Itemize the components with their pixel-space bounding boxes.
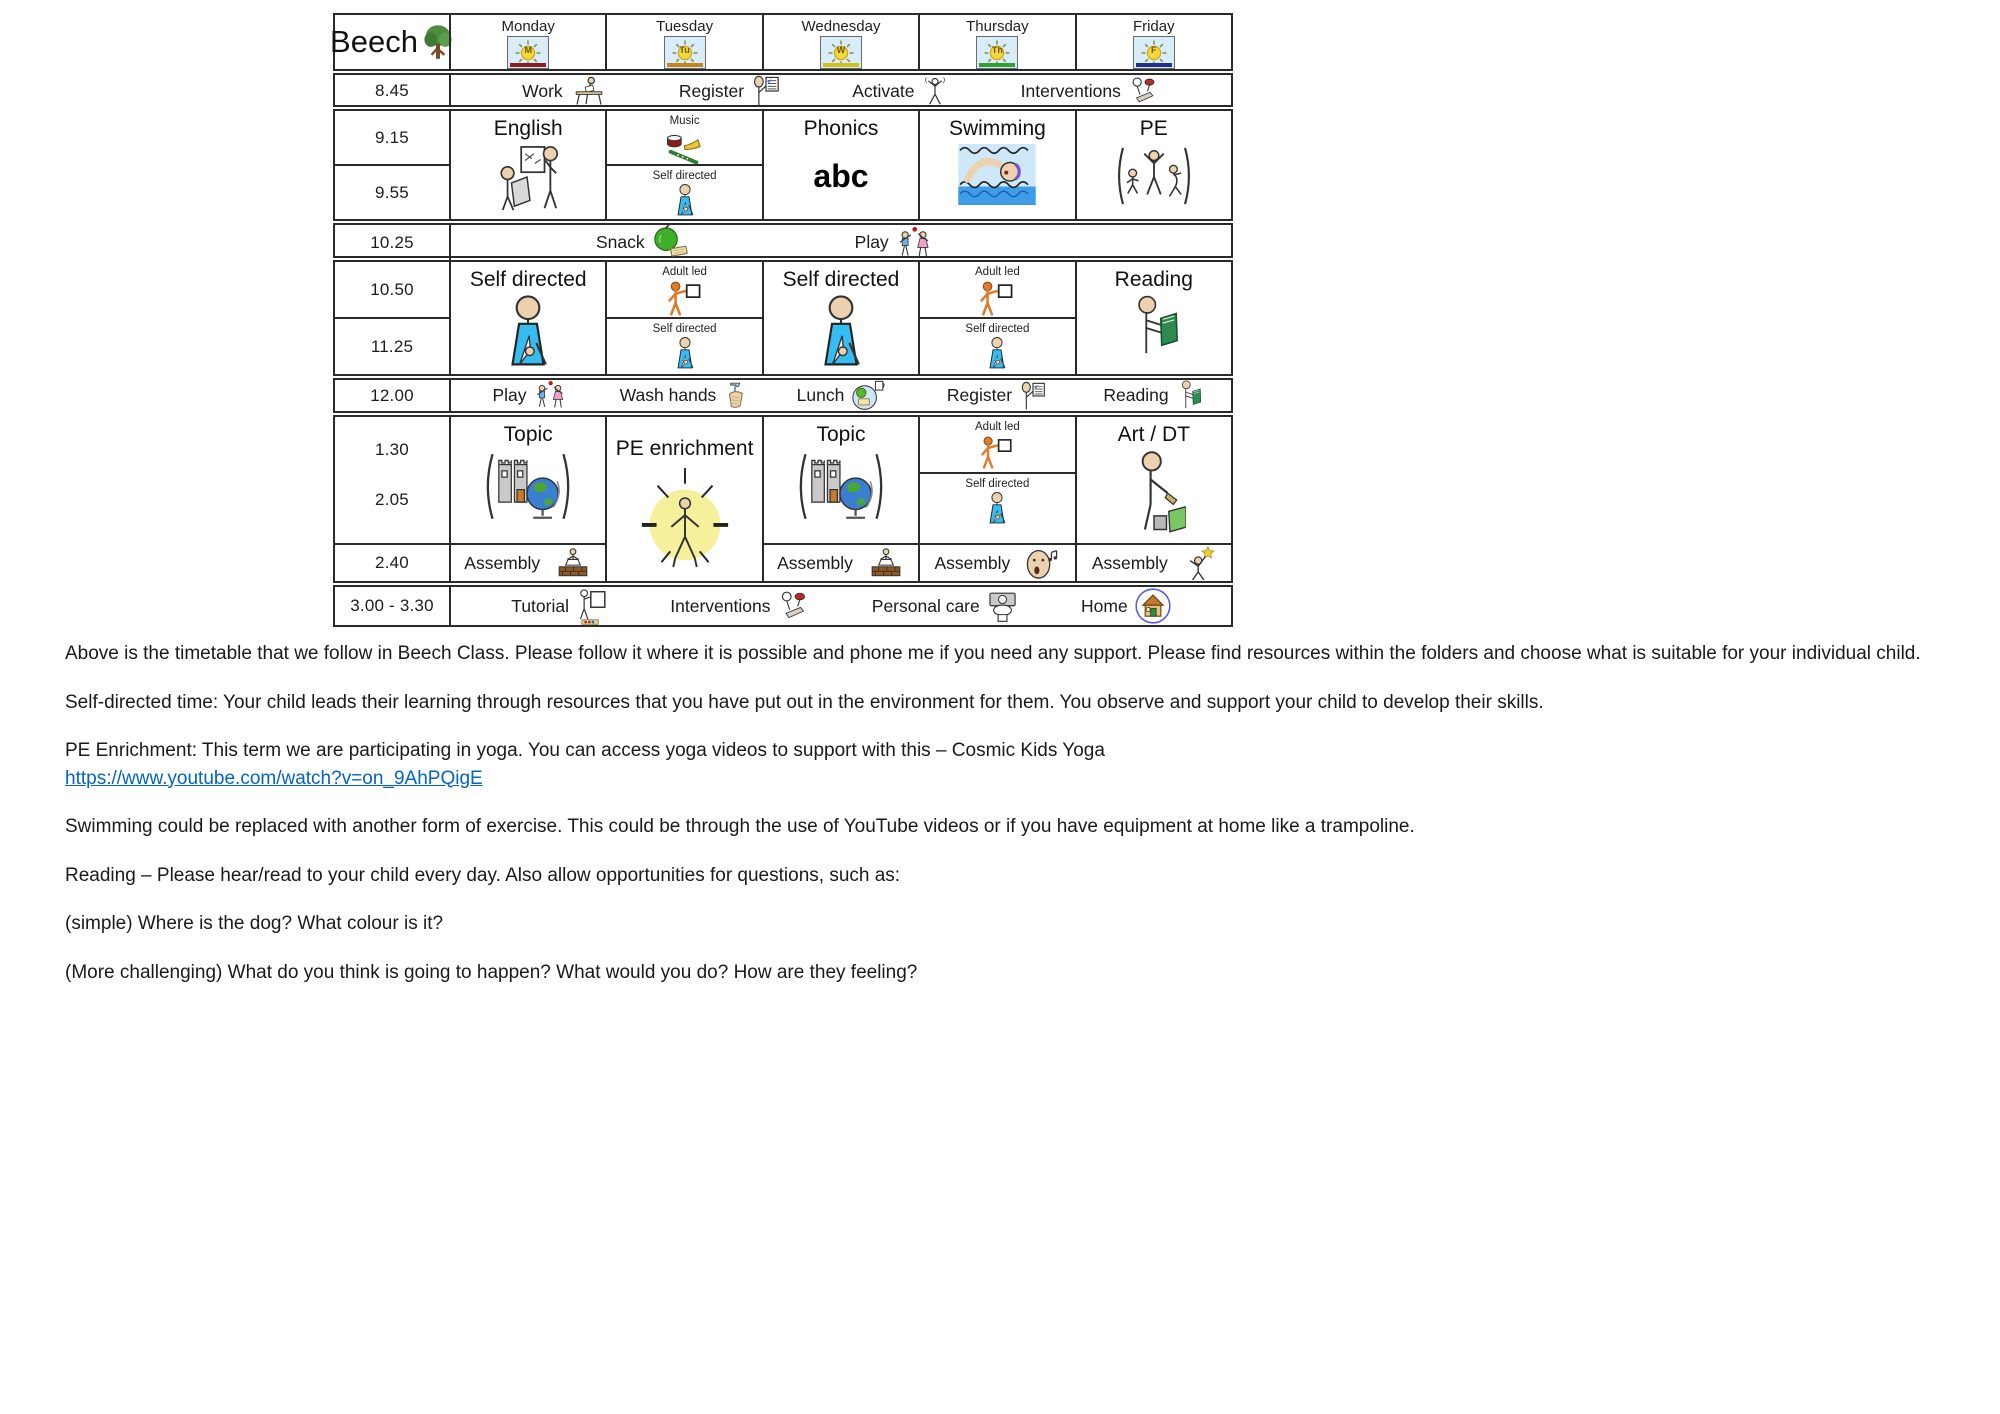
cell-monday-assembly: Assembly xyxy=(449,543,605,581)
assembly-star-icon xyxy=(1182,546,1216,580)
time-300-330: 3.00 - 3.30 xyxy=(350,596,434,615)
row-300-330 xyxy=(333,585,1233,627)
activity-snack: Snack xyxy=(596,225,690,260)
monday-calendar-icon: M xyxy=(507,36,549,69)
children-playing-icon xyxy=(534,380,566,411)
row-130-240 xyxy=(333,415,1233,583)
register-icon xyxy=(751,75,781,107)
row-1200-activities xyxy=(449,380,1231,411)
adult-led-icon xyxy=(664,280,706,316)
self-directed-child-icon xyxy=(497,295,559,367)
cell-friday-art-dt: Art / DT xyxy=(1075,417,1231,543)
activity-home: Home xyxy=(1081,588,1171,624)
tutorial-whiteboard-icon xyxy=(576,588,610,625)
activity-lunch: Lunch xyxy=(797,380,886,411)
row-1050-1125 xyxy=(333,260,1233,376)
day-name: Friday xyxy=(1132,18,1175,35)
activity-register: Register xyxy=(679,75,781,107)
paragraph-swimming: Swimming could be replaced with another form of exercise. This could be through the use of YouTube videos or if you have equipment at home like a trampoline. xyxy=(65,816,1415,838)
activity-reading: Reading xyxy=(1103,380,1202,411)
cell-monday-self-directed: Self directed xyxy=(449,262,605,374)
activity-activate: Activate xyxy=(852,76,949,107)
assembly-singing-icon xyxy=(1024,547,1060,580)
yoga-glow-icon xyxy=(636,464,734,578)
activity-interventions: Interventions xyxy=(1021,76,1160,106)
day-name: Wednesday xyxy=(801,18,881,35)
cell-monday-english: English xyxy=(449,111,605,219)
paragraph-question-simple: (simple) Where is the dog? What colour is it? xyxy=(65,913,444,935)
cell-wednesday-phonics: Phonics abc xyxy=(762,111,918,219)
cell-wednesday-assembly: Assembly xyxy=(762,543,918,581)
cell-thursday-swimming: Swimming xyxy=(918,111,1074,219)
cell-thursday-assembly: Assembly xyxy=(918,543,1074,581)
cell-friday-reading: Reading xyxy=(1075,262,1231,374)
pe-enrichment-text: PE Enrichment: This term we are participating in yoga. You can access yoga videos to support with this – Cosmic Kids Yoga xyxy=(65,740,1105,762)
row-300-activities xyxy=(449,587,1231,625)
time-1200: 12.00 xyxy=(370,385,414,405)
cell-monday-topic: Topic xyxy=(449,417,605,543)
work-desk-icon xyxy=(570,76,608,106)
self-directed-child-icon xyxy=(810,295,872,367)
art-painting-icon xyxy=(1122,450,1186,534)
time-1125: 11.25 xyxy=(370,336,414,356)
self-directed-child-icon xyxy=(671,337,699,369)
paragraph-timetable-intro: Above is the timetable that we follow in Beech Class. Please follow it where it is possible and phone me if you need any support. Please find resources within the folders and choose what is suitable for your individual child. xyxy=(65,643,1921,664)
day-name: Monday xyxy=(501,18,555,35)
day-header-wednesday xyxy=(762,15,918,69)
activity-personal-care: Personal care xyxy=(872,590,1021,623)
topic-castle-globe-icon xyxy=(795,450,887,523)
row-1200 xyxy=(333,378,1233,413)
row-1025 xyxy=(333,223,1233,258)
time-130-205 xyxy=(335,417,449,543)
time-205: 2.05 xyxy=(375,490,409,509)
timetable-header-row xyxy=(330,13,1233,71)
adult-led-icon xyxy=(977,435,1017,469)
home-house-icon xyxy=(1135,588,1171,624)
timetable xyxy=(330,13,1233,627)
activity-interventions: Interventions xyxy=(670,590,811,622)
cell-tuesday-self-directed: Self directed xyxy=(605,166,761,219)
time-955: 9.55 xyxy=(375,182,409,202)
friday-calendar-icon: F xyxy=(1133,36,1175,69)
tuesday-calendar-icon: Tu xyxy=(664,36,706,69)
lunch-plate-icon xyxy=(851,380,885,411)
row-1025-activities xyxy=(449,225,1231,260)
self-directed-child-icon xyxy=(671,184,699,216)
class-title-cell xyxy=(330,15,449,69)
cell-thursday-adult-led: Adult led xyxy=(918,262,1074,319)
snack-apple-icon xyxy=(652,225,690,260)
cell-thursday-self-directed: Self directed xyxy=(918,319,1074,374)
english-teaching-icon xyxy=(492,144,564,214)
cell-tuesday-self-directed: Self directed xyxy=(605,319,761,374)
day-name: Tuesday xyxy=(656,18,714,35)
register-icon xyxy=(1019,381,1047,411)
paragraph-reading: Reading – Please hear/read to your child every day. Also allow opportunities for questions, such as: xyxy=(65,864,901,886)
adult-led-icon xyxy=(976,280,1018,316)
row-915-955 xyxy=(333,109,1233,221)
personal-care-toilet-icon xyxy=(987,590,1021,623)
time-130: 1.30 xyxy=(375,440,409,459)
thursday-calendar-icon: Th xyxy=(976,36,1018,69)
class-name: Beech xyxy=(330,24,418,59)
assembly-podium-icon xyxy=(867,548,905,579)
activity-play: Play xyxy=(855,226,932,260)
day-header-monday xyxy=(449,15,605,69)
music-instruments-icon xyxy=(662,129,708,167)
row-845 xyxy=(333,73,1233,107)
activity-register: Register xyxy=(947,381,1047,411)
day-header-thursday xyxy=(918,15,1074,69)
cell-wednesday-topic: Topic xyxy=(762,417,918,543)
cell-tuesday-adult-led: Adult led xyxy=(605,262,761,319)
time-1025: 10.25 xyxy=(370,232,414,252)
youtube-yoga-link[interactable]: https://www.youtube.com/watch?v=on_9AhPQigE xyxy=(65,767,483,789)
day-header-friday xyxy=(1075,15,1231,69)
paragraph-question-challenging: (More challenging) What do you think is going to happen? What would you do? How are they feeling? xyxy=(65,961,918,983)
pe-exercise-icon xyxy=(1113,144,1195,208)
activity-tutorial: Tutorial xyxy=(511,588,610,625)
cell-friday-assembly: Assembly xyxy=(1075,543,1231,581)
topic-castle-globe-icon xyxy=(482,450,574,523)
day-name: Thursday xyxy=(966,18,1029,35)
document-body xyxy=(65,640,1943,1007)
wash-hands-icon xyxy=(723,381,750,411)
self-directed-child-icon xyxy=(983,337,1011,369)
abc-letters: abc xyxy=(813,158,869,194)
assembly-podium-icon xyxy=(554,548,592,579)
self-directed-child-icon xyxy=(983,492,1011,524)
cell-wednesday-self-directed: Self directed xyxy=(762,262,918,374)
cell-tuesday-music: Music xyxy=(605,111,761,166)
day-header-tuesday xyxy=(605,15,761,69)
time-1050: 10.50 xyxy=(335,262,449,319)
activity-wash-hands: Wash hands xyxy=(620,381,751,411)
reading-book-icon xyxy=(1126,295,1182,359)
row-845-activities xyxy=(449,75,1231,107)
interventions-icon xyxy=(777,590,811,622)
cell-thursday-adult-led: Adult led xyxy=(920,417,1074,474)
paragraph-self-directed: Self-directed time: Your child leads their learning through resources that you have put out in the environment for them. You observe and support your child to develop their skills. xyxy=(65,691,1544,713)
reading-book-icon xyxy=(1176,380,1203,411)
swimming-icon xyxy=(958,144,1036,205)
cell-thursday-split xyxy=(918,417,1074,543)
time-845: 8.45 xyxy=(375,81,409,100)
wednesday-calendar-icon: W xyxy=(820,36,862,69)
children-playing-icon xyxy=(896,226,932,260)
activity-play: Play xyxy=(492,380,565,411)
activate-person-icon xyxy=(921,76,949,107)
cell-friday-pe: PE xyxy=(1075,111,1231,219)
cell-thursday-self-directed: Self directed xyxy=(920,474,1074,543)
activity-work: Work xyxy=(522,76,608,106)
cell-tuesday-pe-enrichment: PE enrichment xyxy=(605,417,761,581)
interventions-icon xyxy=(1128,76,1160,106)
time-915: 9.15 xyxy=(335,111,449,166)
paragraph-pe-enrichment xyxy=(65,737,1943,792)
time-240: 2.40 xyxy=(335,543,449,581)
